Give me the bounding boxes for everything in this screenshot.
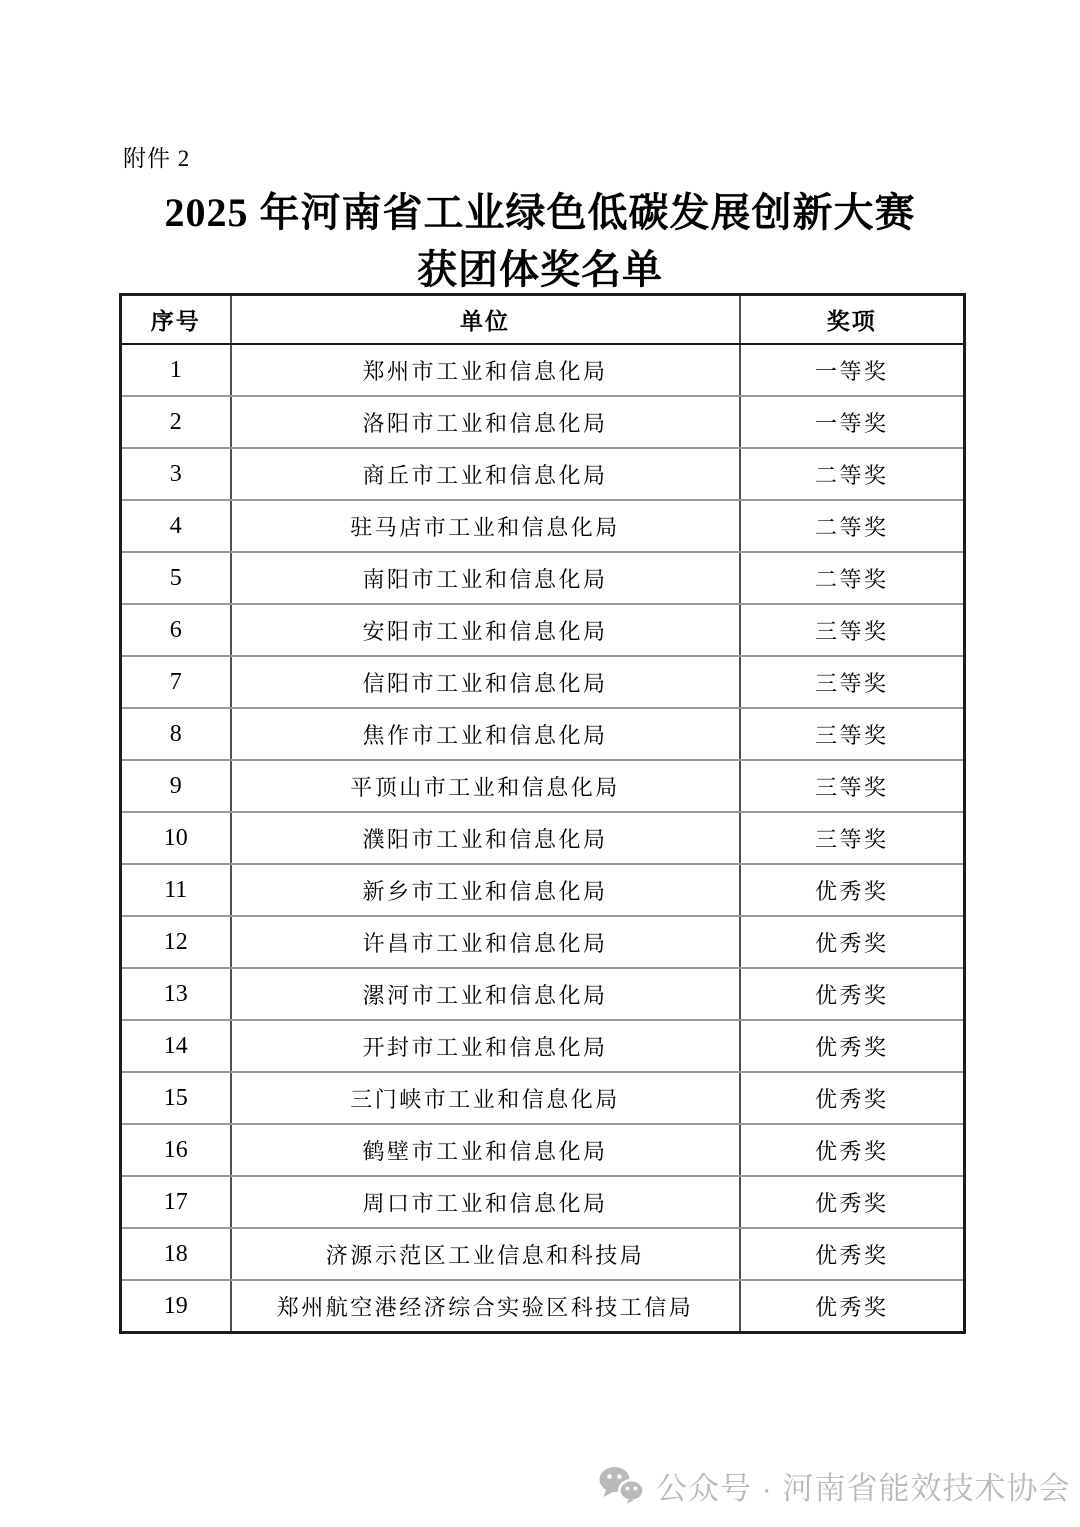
- document-title: [0, 184, 1080, 298]
- row-number: 18: [121, 1228, 231, 1280]
- unit-name: 三门峡市工业和信息化局: [231, 1072, 740, 1124]
- unit-name: 焦作市工业和信息化局: [231, 708, 740, 760]
- table-row: [121, 1280, 965, 1333]
- unit-name: 郑州市工业和信息化局: [231, 344, 740, 396]
- title-line-1: 2025 年河南省工业绿色低碳发展创新大赛: [164, 190, 916, 235]
- row-number: 5: [121, 552, 231, 604]
- table-row: [121, 708, 965, 760]
- table-row: [121, 552, 965, 604]
- row-number: 3: [121, 448, 231, 500]
- award-tier: 三等奖: [740, 760, 965, 812]
- award-tier: 优秀奖: [740, 968, 965, 1020]
- award-tier: 优秀奖: [740, 916, 965, 968]
- unit-name: 南阳市工业和信息化局: [231, 552, 740, 604]
- table-row: [121, 760, 965, 812]
- award-tier: 优秀奖: [740, 1176, 965, 1228]
- table-row: [121, 396, 965, 448]
- unit-name: 许昌市工业和信息化局: [231, 916, 740, 968]
- award-tier: 优秀奖: [740, 1124, 965, 1176]
- table-row: [121, 1176, 965, 1228]
- column-header-award: 奖项: [740, 295, 965, 345]
- row-number: 11: [121, 864, 231, 916]
- unit-name: 洛阳市工业和信息化局: [231, 396, 740, 448]
- row-number: 15: [121, 1072, 231, 1124]
- row-number: 7: [121, 656, 231, 708]
- row-number: 2: [121, 396, 231, 448]
- row-number: 19: [121, 1280, 231, 1333]
- wechat-account-text: 公众号 · 河南省能效技术协会: [656, 1470, 1071, 1506]
- table-row: [121, 1072, 965, 1124]
- award-tier: 优秀奖: [740, 1228, 965, 1280]
- unit-name: 郑州航空港经济综合实验区科技工信局: [231, 1280, 740, 1333]
- row-number: 6: [121, 604, 231, 656]
- table-row: [121, 812, 965, 864]
- table-header-row: [121, 295, 965, 345]
- unit-name: 商丘市工业和信息化局: [231, 448, 740, 500]
- row-number: 12: [121, 916, 231, 968]
- award-tier: 优秀奖: [740, 864, 965, 916]
- award-tier: 优秀奖: [740, 1072, 965, 1124]
- award-tier: 二等奖: [740, 552, 965, 604]
- award-tier: 优秀奖: [740, 1020, 965, 1072]
- row-number: 17: [121, 1176, 231, 1228]
- unit-name: 信阳市工业和信息化局: [231, 656, 740, 708]
- table-row: [121, 344, 965, 396]
- column-header-index: 序号: [121, 295, 231, 345]
- unit-name: 开封市工业和信息化局: [231, 1020, 740, 1072]
- table-row: [121, 604, 965, 656]
- table-row: [121, 500, 965, 552]
- row-number: 10: [121, 812, 231, 864]
- table-row: [121, 1228, 965, 1280]
- table-row: [121, 864, 965, 916]
- award-tier: 一等奖: [740, 396, 965, 448]
- award-tier: 二等奖: [740, 448, 965, 500]
- unit-name: 新乡市工业和信息化局: [231, 864, 740, 916]
- award-tier: 三等奖: [740, 812, 965, 864]
- unit-name: 平顶山市工业和信息化局: [231, 760, 740, 812]
- unit-name: 济源示范区工业信息和科技局: [231, 1228, 740, 1280]
- wechat-icon: [598, 1466, 645, 1504]
- wechat-watermark: [598, 1462, 1071, 1508]
- unit-name: 濮阳市工业和信息化局: [231, 812, 740, 864]
- row-number: 16: [121, 1124, 231, 1176]
- awards-table-body: [121, 344, 965, 1333]
- table-row: [121, 1124, 965, 1176]
- award-tier: 三等奖: [740, 708, 965, 760]
- table-row: [121, 1020, 965, 1072]
- award-tier: 三等奖: [740, 656, 965, 708]
- unit-name: 驻马店市工业和信息化局: [231, 500, 740, 552]
- title-line-2: 获团体奖名单: [417, 247, 663, 292]
- unit-name: 周口市工业和信息化局: [231, 1176, 740, 1228]
- awards-table: [119, 293, 966, 1334]
- row-number: 8: [121, 708, 231, 760]
- award-tier: 一等奖: [740, 344, 965, 396]
- attachment-label: 附件 2: [123, 146, 191, 171]
- row-number: 9: [121, 760, 231, 812]
- award-tier: 优秀奖: [740, 1280, 965, 1333]
- table-row: [121, 968, 965, 1020]
- column-header-unit: 单位: [231, 295, 740, 345]
- unit-name: 安阳市工业和信息化局: [231, 604, 740, 656]
- unit-name: 鹤壁市工业和信息化局: [231, 1124, 740, 1176]
- table-row: [121, 916, 965, 968]
- row-number: 14: [121, 1020, 231, 1072]
- award-tier: 二等奖: [740, 500, 965, 552]
- unit-name: 漯河市工业和信息化局: [231, 968, 740, 1020]
- table-row: [121, 656, 965, 708]
- row-number: 13: [121, 968, 231, 1020]
- table-row: [121, 448, 965, 500]
- row-number: 1: [121, 344, 231, 396]
- row-number: 4: [121, 500, 231, 552]
- award-tier: 三等奖: [740, 604, 965, 656]
